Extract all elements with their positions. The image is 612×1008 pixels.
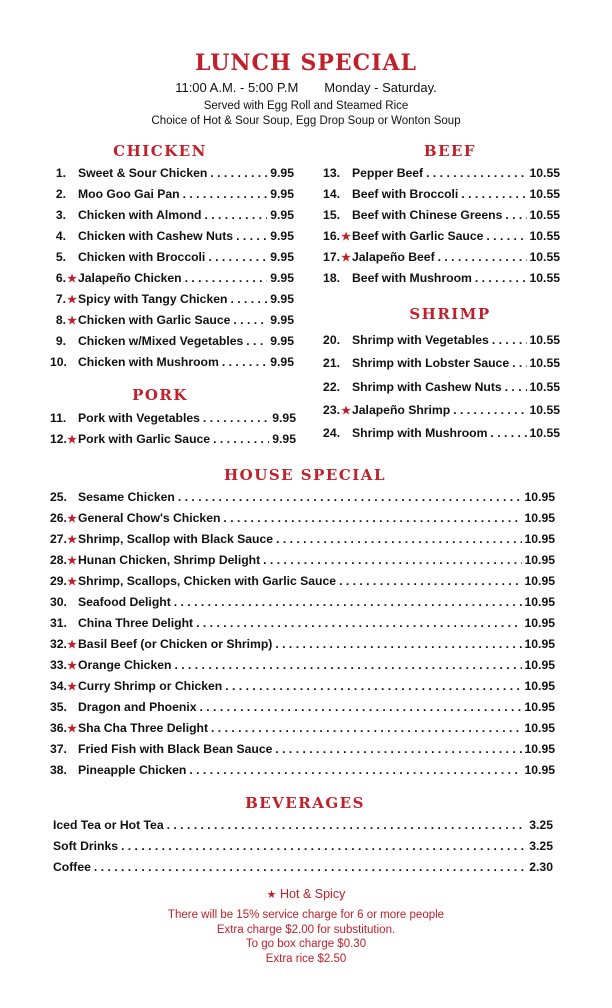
dot-leader <box>230 292 267 306</box>
item-number: 16. <box>323 229 340 243</box>
menu-item-row <box>320 229 560 247</box>
item-number: 25. <box>50 490 67 504</box>
footer-note-to-go-box: To go box charge $0.30 <box>245 938 367 950</box>
hot-spicy-star-icon: ★ <box>67 534 77 546</box>
item-name: Pork with Vegetables <box>78 411 200 425</box>
dot-leader <box>233 313 267 327</box>
dot-leader <box>174 595 522 609</box>
item-number: 32. <box>50 637 67 651</box>
item-price: 9.95 <box>270 355 294 369</box>
dot-leader <box>121 839 526 853</box>
item-price: 9.95 <box>270 271 294 285</box>
dot-leader <box>475 271 527 285</box>
item-name: China Three Delight <box>78 616 194 630</box>
dot-leader <box>275 637 521 651</box>
beverage-row <box>53 860 553 878</box>
item-number: 27. <box>50 532 67 546</box>
menu-title: LUNCH SPECIAL <box>194 50 418 76</box>
hot-spicy-star-icon: ★ <box>67 555 77 567</box>
dot-leader <box>189 763 521 777</box>
hours-time: 11:00 A.M. - 5:00 P.M <box>175 80 299 95</box>
menu-item-row <box>320 356 560 374</box>
item-number: 14. <box>323 187 340 201</box>
dot-leader <box>246 334 267 348</box>
item-name: Shrimp, Scallops, Chicken with Garlic Sauce <box>78 574 337 588</box>
dot-leader <box>236 229 267 243</box>
item-name: Curry Shrimp or Chicken <box>78 679 223 693</box>
item-price: 10.55 <box>529 379 560 394</box>
dot-leader <box>438 250 527 264</box>
item-price: 10.95 <box>524 721 555 735</box>
item-name: Chicken with Broccoli <box>78 250 206 264</box>
menu-item-row <box>50 700 555 718</box>
menu-item-row <box>320 403 560 421</box>
menu-item-row <box>320 333 560 351</box>
item-name: Jalapeño Chicken <box>78 271 182 285</box>
item-name: General Chow's Chicken <box>78 511 221 525</box>
section-title-beverages: BEVERAGES <box>245 794 365 812</box>
item-number: 20. <box>323 333 340 347</box>
menu-item-row <box>50 616 555 634</box>
dot-leader <box>210 166 267 180</box>
item-price: 10.95 <box>524 616 555 630</box>
item-name: Beef with Broccoli <box>352 187 459 201</box>
menu-item-row <box>320 250 560 268</box>
item-name: Shrimp with Vegetables <box>352 333 489 347</box>
item-number: 2. <box>55 187 66 201</box>
item-price: 9.95 <box>270 334 294 348</box>
menu-item-row <box>320 208 560 226</box>
hot-spicy-label: Hot & Spicy <box>280 887 346 901</box>
item-price: 9.95 <box>270 250 294 264</box>
footer-note-service-charge: There will be 15% service charge for 6 or more people <box>167 909 445 921</box>
menu-item-row <box>50 250 294 268</box>
item-name: Fried Fish with Black Bean Sauce <box>78 742 273 756</box>
item-name: Spicy with Tangy Chicken <box>78 292 228 306</box>
dot-leader <box>486 229 526 243</box>
item-price: 10.55 <box>529 333 560 347</box>
menu-item-row <box>320 380 560 398</box>
item-number: 37. <box>50 742 67 756</box>
item-price: 10.55 <box>529 208 560 222</box>
item-price: 9.95 <box>270 208 294 222</box>
hot-spicy-star-icon: ★ <box>67 513 77 525</box>
item-name: Moo Goo Gai Pan <box>78 187 180 201</box>
item-price: 10.55 <box>529 229 560 243</box>
item-name: Chicken with Mushroom <box>78 355 219 369</box>
hot-spicy-star-icon: ★ <box>67 639 77 651</box>
menu-item-row <box>50 432 296 450</box>
item-number: 29. <box>50 574 67 588</box>
item-price: 10.55 <box>529 166 560 180</box>
menu-item-row <box>50 721 555 739</box>
dot-leader <box>426 166 526 180</box>
item-name: Sesame Chicken <box>78 490 175 504</box>
item-price: 10.95 <box>524 595 555 609</box>
item-number: 31. <box>50 616 67 630</box>
dot-leader <box>178 490 522 504</box>
item-name: Chicken with Almond <box>78 208 202 222</box>
menu-item-row <box>50 166 294 184</box>
dot-leader <box>183 187 268 201</box>
dot-leader <box>505 380 527 394</box>
item-number: 23. <box>323 402 340 417</box>
hot-spicy-star-icon: ★ <box>67 315 77 327</box>
item-name: Beef with Mushroom <box>352 271 472 285</box>
item-price: 10.95 <box>524 637 555 651</box>
item-number: 7. <box>55 292 66 306</box>
item-number: 4. <box>55 229 66 243</box>
dot-leader <box>200 700 522 714</box>
item-number: 30. <box>50 595 67 609</box>
hot-spicy-star-icon: ★ <box>341 404 351 417</box>
dot-leader <box>490 426 526 440</box>
hot-spicy-star-icon: ★ <box>341 252 351 264</box>
menu-item-row <box>50 229 294 247</box>
item-number: 38. <box>50 763 67 777</box>
item-number: 21. <box>323 356 340 371</box>
item-number: 5. <box>55 250 66 264</box>
section-title-beef: BEEF <box>423 142 477 160</box>
item-number: 34. <box>50 679 67 693</box>
item-price: 10.55 <box>529 187 560 201</box>
dot-leader <box>505 208 526 222</box>
hours-line <box>0 80 612 95</box>
dot-leader <box>196 616 521 630</box>
hot-spicy-star-icon: ★ <box>67 576 77 588</box>
item-number: 12. <box>50 432 67 446</box>
item-name: Pepper Beef <box>352 166 424 180</box>
item-name: Shrimp with Lobster Sauce <box>352 356 510 371</box>
item-number: 6. <box>55 271 66 285</box>
menu-item-row <box>50 742 555 760</box>
item-name: Orange Chicken <box>78 658 172 672</box>
beverage-name: Coffee <box>53 860 91 874</box>
item-price: 9.95 <box>272 432 296 446</box>
item-number: 28. <box>50 553 67 567</box>
menu-item-row <box>320 166 560 184</box>
item-price: 10.95 <box>524 553 555 567</box>
dot-leader <box>275 742 521 756</box>
item-price: 9.95 <box>270 229 294 243</box>
item-name: Seafood Delight <box>78 595 171 609</box>
dot-leader <box>222 355 267 369</box>
item-price: 10.95 <box>524 511 555 525</box>
footer-note-substitution: Extra charge $2.00 for substitution. <box>216 923 396 936</box>
item-name: Dragon and Phoenix <box>78 700 197 714</box>
item-number: 33. <box>50 658 67 672</box>
menu-item-row <box>50 553 555 571</box>
menu-item-row <box>50 355 294 373</box>
item-price: 10.95 <box>524 679 555 693</box>
item-name: Jalapeño Shrimp <box>352 402 451 417</box>
item-name: Jalapeño Beef <box>352 250 435 264</box>
dot-leader <box>167 818 527 832</box>
item-price: 10.95 <box>524 532 555 546</box>
item-price: 10.95 <box>524 658 555 672</box>
item-name: Basil Beef (or Chicken or Shrimp) <box>78 637 273 651</box>
dot-leader <box>225 679 521 693</box>
item-name: Shrimp with Cashew Nuts <box>352 379 502 394</box>
item-number: 8. <box>55 313 66 327</box>
served-with-note <box>0 99 612 129</box>
section-title-house-special: HOUSE SPECIAL <box>224 466 386 484</box>
beverage-row <box>53 818 553 836</box>
menu-item-row <box>50 763 555 781</box>
item-name: Sweet & Sour Chicken <box>78 166 208 180</box>
hot-spicy-star-icon: ★ <box>67 660 77 672</box>
beverage-name: Soft Drinks <box>53 839 119 853</box>
hot-spicy-star-icon: ★ <box>341 231 351 243</box>
dot-leader <box>453 403 526 417</box>
item-number: 9. <box>55 334 66 348</box>
menu-item-row <box>50 490 555 508</box>
dot-leader <box>276 532 521 546</box>
item-number: 1. <box>55 166 66 180</box>
menu-item-row <box>50 208 294 226</box>
menu-item-row <box>320 271 560 289</box>
item-price: 9.95 <box>270 187 294 201</box>
item-number: 35. <box>50 700 67 714</box>
item-price: 9.95 <box>270 313 294 327</box>
star-icon: ★ <box>266 889 277 901</box>
item-number: 13. <box>323 166 340 180</box>
hot-spicy-star-icon: ★ <box>67 294 77 306</box>
footer-notes <box>0 908 612 966</box>
dot-leader <box>204 208 267 222</box>
dot-leader <box>492 333 527 347</box>
item-name: Hunan Chicken, Shrimp Delight <box>78 553 261 567</box>
dot-leader <box>174 658 521 672</box>
dot-leader <box>208 250 267 264</box>
hours-days: Monday - Saturday. <box>324 80 437 95</box>
menu-item-row <box>50 574 555 592</box>
menu-item-row <box>50 292 294 310</box>
dot-leader <box>203 411 269 425</box>
beverage-price: 3.25 <box>529 839 553 853</box>
item-number: 11. <box>50 411 67 425</box>
item-price: 10.55 <box>529 250 560 264</box>
dot-leader <box>263 553 521 567</box>
item-price: 10.55 <box>529 356 560 371</box>
item-number: 26. <box>50 511 67 525</box>
beverage-row <box>53 839 553 857</box>
item-name: Sha Cha Three Delight <box>78 721 209 735</box>
item-price: 9.95 <box>270 166 294 180</box>
menu-item-row <box>50 532 555 550</box>
hot-spicy-star-icon: ★ <box>67 273 77 285</box>
menu-item-row <box>50 595 555 613</box>
item-number: 18. <box>323 271 340 285</box>
item-name: Beef with Chinese Greens <box>352 208 503 222</box>
item-price: 10.95 <box>524 490 555 504</box>
dot-leader <box>185 271 268 285</box>
item-number: 10. <box>50 355 67 369</box>
footer-note-extra-rice: Extra rice $2.50 <box>265 952 347 965</box>
menu-item-row <box>50 187 294 205</box>
dot-leader <box>512 356 526 370</box>
beverage-price: 2.30 <box>529 860 553 874</box>
item-number: 36. <box>50 721 67 735</box>
dot-leader <box>339 574 521 588</box>
item-price: 9.95 <box>270 292 294 306</box>
menu-item-row <box>50 313 294 331</box>
item-price: 10.95 <box>524 742 555 756</box>
dot-leader <box>211 721 521 735</box>
menu-item-row <box>320 426 560 444</box>
item-price: 10.55 <box>529 402 560 417</box>
hot-spicy-star-icon: ★ <box>67 723 77 735</box>
item-price: 10.95 <box>524 700 555 714</box>
section-title-pork: PORK <box>132 386 188 404</box>
hot-spicy-legend <box>0 887 612 901</box>
section-title-shrimp: SHRIMP <box>409 305 491 323</box>
menu-item-row <box>50 658 555 676</box>
served-line-1: Served with Egg Roll and Steamed Rice <box>203 100 409 112</box>
item-number: 3. <box>55 208 66 222</box>
item-name: Pork with Garlic Sauce <box>78 432 211 446</box>
menu-item-row <box>50 271 294 289</box>
item-price: 10.55 <box>529 271 560 285</box>
item-name: Shrimp with Mushroom <box>352 426 488 441</box>
section-title-chicken: CHICKEN <box>113 142 207 160</box>
item-name: Chicken with Cashew Nuts <box>78 229 234 243</box>
menu-item-row <box>50 411 296 429</box>
menu-item-row <box>50 334 294 352</box>
item-name: Chicken with Garlic Sauce <box>78 313 231 327</box>
menu-item-row <box>50 679 555 697</box>
menu-item-row <box>50 511 555 529</box>
dot-leader <box>94 860 526 874</box>
served-line-2: Choice of Hot & Sour Soup, Egg Drop Soup or Wonton Soup <box>151 115 461 127</box>
item-number: 22. <box>323 379 340 394</box>
item-name: Beef with Garlic Sauce <box>352 229 484 243</box>
item-price: 9.95 <box>272 411 296 425</box>
dot-leader <box>223 511 521 525</box>
hot-spicy-star-icon: ★ <box>67 681 77 693</box>
menu-item-row <box>50 637 555 655</box>
item-number: 17. <box>323 250 340 264</box>
item-name: Shrimp, Scallop with Black Sauce <box>78 532 274 546</box>
menu-item-row <box>320 187 560 205</box>
dot-leader <box>213 432 269 446</box>
item-price: 10.55 <box>529 426 560 441</box>
item-name: Pineapple Chicken <box>78 763 187 777</box>
item-number: 15. <box>323 208 340 222</box>
item-price: 10.95 <box>524 763 555 777</box>
item-name: Chicken w/Mixed Vegetables <box>78 334 244 348</box>
beverage-name: Iced Tea or Hot Tea <box>53 818 164 832</box>
dot-leader <box>461 187 526 201</box>
beverage-price: 3.25 <box>529 818 553 832</box>
item-price: 10.95 <box>524 574 555 588</box>
hot-spicy-star-icon: ★ <box>67 434 77 446</box>
item-number: 24. <box>323 426 340 441</box>
